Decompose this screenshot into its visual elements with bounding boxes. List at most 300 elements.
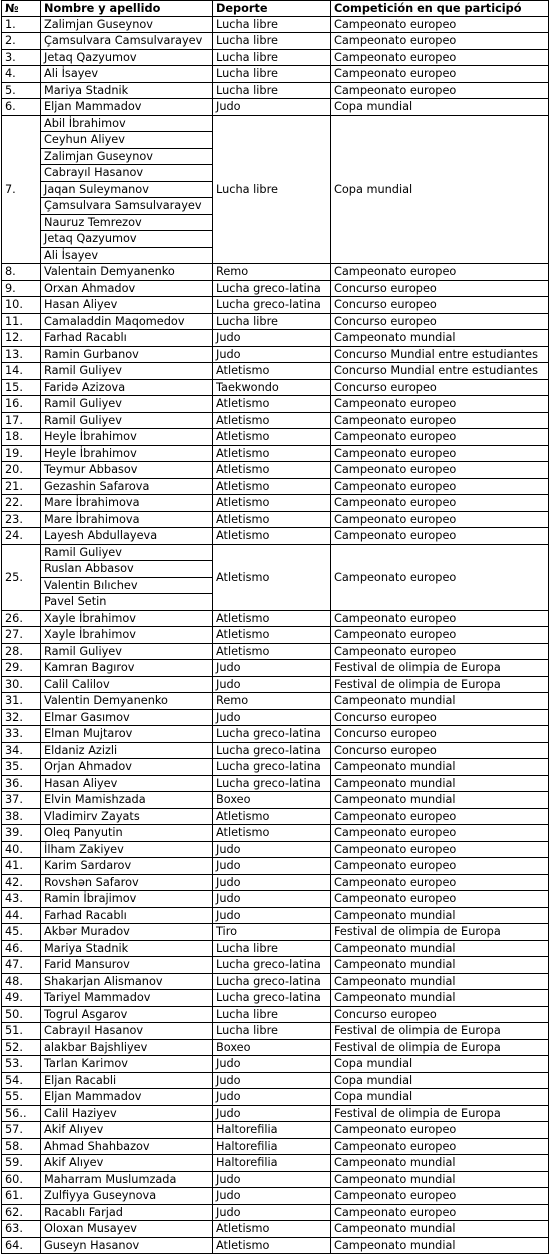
table-row bbox=[2, 429, 549, 446]
athlete-name: Valentin Demyanenko bbox=[41, 693, 213, 710]
sport: Atletismo bbox=[213, 1237, 331, 1254]
sport: Atletismo bbox=[213, 462, 331, 479]
table-row bbox=[2, 330, 549, 347]
sport: Judo bbox=[213, 874, 331, 891]
athlete-name: Akif Alıyev bbox=[41, 1122, 213, 1139]
table-row bbox=[2, 1122, 549, 1139]
competition: Campeonato europeo bbox=[331, 891, 549, 908]
competition: Festival de olimpia de Europa bbox=[331, 924, 549, 941]
sport: Haltorefilia bbox=[213, 1122, 331, 1139]
row-number: 57. bbox=[2, 1122, 41, 1139]
athlete-name: Xayle İbrahimov bbox=[41, 627, 213, 644]
row-number: 22. bbox=[2, 495, 41, 512]
competition: Campeonato mundial bbox=[331, 1171, 549, 1188]
competition: Campeonato europeo bbox=[331, 841, 549, 858]
table-row bbox=[2, 1188, 549, 1205]
sport: Lucha greco-latina bbox=[213, 280, 331, 297]
row-number: 42. bbox=[2, 874, 41, 891]
row-number: 4. bbox=[2, 66, 41, 83]
table-row bbox=[2, 115, 549, 132]
table-row bbox=[2, 726, 549, 743]
row-number: 28. bbox=[2, 643, 41, 660]
competition: Festival de olimpia de Europa bbox=[331, 1105, 549, 1122]
table-row bbox=[2, 1237, 549, 1254]
athlete-name: Guseyn Hasanov bbox=[41, 1237, 213, 1254]
sport: Boxeo bbox=[213, 792, 331, 809]
athlete-name: Orjan Ahmadov bbox=[41, 759, 213, 776]
sport: Lucha libre bbox=[213, 313, 331, 330]
sport: Judo bbox=[213, 1188, 331, 1205]
athlete-name: Karim Sardarov bbox=[41, 858, 213, 875]
sport: Remo bbox=[213, 264, 331, 281]
competition: Campeonato europeo bbox=[331, 511, 549, 528]
athlete-name: Tariyel Mammadov bbox=[41, 990, 213, 1007]
sport: Lucha greco-latina bbox=[213, 726, 331, 743]
table-row bbox=[2, 49, 549, 66]
sport: Taekwondo bbox=[213, 379, 331, 396]
athlete-name: İlham Zakiyev bbox=[41, 841, 213, 858]
athlete-name: Valentain Demyanenko bbox=[41, 264, 213, 281]
athlete-name: Ramil Guliyev bbox=[41, 643, 213, 660]
row-number: 30. bbox=[2, 676, 41, 693]
competition: Campeonato mundial bbox=[331, 792, 549, 809]
athlete-name: Ramil Guliyev bbox=[41, 396, 213, 413]
row-number: 63. bbox=[2, 1221, 41, 1238]
competition: Campeonato europeo bbox=[331, 49, 549, 66]
row-number: 33. bbox=[2, 726, 41, 743]
athlete-name: Akif Alıyev bbox=[41, 1155, 213, 1172]
sport: Judo bbox=[213, 891, 331, 908]
athlete-name: Faridə Azizova bbox=[41, 379, 213, 396]
table-row bbox=[2, 412, 549, 429]
athlete-name: Oloxan Musayev bbox=[41, 1221, 213, 1238]
competition: Festival de olimpia de Europa bbox=[331, 1039, 549, 1056]
sport: Remo bbox=[213, 693, 331, 710]
athlete-name: Ramil Guliyev bbox=[41, 363, 213, 380]
table-row bbox=[2, 313, 549, 330]
table-row bbox=[2, 1204, 549, 1221]
sport: Lucha libre bbox=[213, 33, 331, 50]
athlete-name: Heyle İbrahimov bbox=[41, 429, 213, 446]
sport: Lucha libre bbox=[213, 66, 331, 83]
competition: Copa mundial bbox=[331, 1072, 549, 1089]
table-row bbox=[2, 709, 549, 726]
table-row bbox=[2, 363, 549, 380]
sport: Atletismo bbox=[213, 495, 331, 512]
table-row bbox=[2, 297, 549, 314]
table-row bbox=[2, 1089, 549, 1106]
sport: Judo bbox=[213, 1072, 331, 1089]
sport: Judo bbox=[213, 660, 331, 677]
table-row bbox=[2, 280, 549, 297]
competition: Campeonato europeo bbox=[331, 528, 549, 545]
sport: Judo bbox=[213, 858, 331, 875]
table-row bbox=[2, 544, 549, 561]
sport: Judo bbox=[213, 1056, 331, 1073]
row-number: 38. bbox=[2, 808, 41, 825]
competition: Concurso Mundial entre estudiantes bbox=[331, 346, 549, 363]
athlete-name: Togrul Asgarov bbox=[41, 1006, 213, 1023]
row-number: 29. bbox=[2, 660, 41, 677]
athlete-name: Oleq Panyutin bbox=[41, 825, 213, 842]
athlete-name: Cabrayıl Hasanov bbox=[41, 1023, 213, 1040]
row-number: 8. bbox=[2, 264, 41, 281]
table-row bbox=[2, 693, 549, 710]
header-name: Nombre y apellido bbox=[41, 1, 213, 17]
row-number: 60. bbox=[2, 1171, 41, 1188]
competition: Campeonato mundial bbox=[331, 990, 549, 1007]
athlete-name: Elmar Gasımov bbox=[41, 709, 213, 726]
row-number: 24. bbox=[2, 528, 41, 545]
sport: Atletismo bbox=[213, 528, 331, 545]
row-number: 43. bbox=[2, 891, 41, 908]
competition: Campeonato europeo bbox=[331, 1122, 549, 1139]
sport: Atletismo bbox=[213, 363, 331, 380]
athlete-name: Shakarjan Alismanov bbox=[41, 973, 213, 990]
athlete-name: Eldaniz Azizli bbox=[41, 742, 213, 759]
sport: Lucha greco-latina bbox=[213, 973, 331, 990]
competition: Campeonato europeo bbox=[331, 858, 549, 875]
table-row bbox=[2, 1155, 549, 1172]
table-row bbox=[2, 924, 549, 941]
table-body bbox=[2, 16, 549, 1254]
table-row bbox=[2, 858, 549, 875]
sport: Lucha libre bbox=[213, 1006, 331, 1023]
athlete-name: Calil Calilov bbox=[41, 676, 213, 693]
sport: Boxeo bbox=[213, 1039, 331, 1056]
sport: Lucha greco-latina bbox=[213, 759, 331, 776]
competition: Campeonato europeo bbox=[331, 412, 549, 429]
athlete-name: Ramil Guliyev bbox=[41, 544, 213, 561]
competition: Campeonato europeo bbox=[331, 66, 549, 83]
sport: Lucha greco-latina bbox=[213, 775, 331, 792]
table-row bbox=[2, 264, 549, 281]
competition: Concurso europeo bbox=[331, 742, 549, 759]
header-number: № bbox=[2, 1, 41, 17]
table-row bbox=[2, 1006, 549, 1023]
row-number: 54. bbox=[2, 1072, 41, 1089]
row-number: 48. bbox=[2, 973, 41, 990]
competition: Campeonato mundial bbox=[331, 1221, 549, 1238]
row-number: 7. bbox=[2, 115, 41, 264]
table-row bbox=[2, 495, 549, 512]
athlete-name: Hasan Aliyev bbox=[41, 297, 213, 314]
athlete-name: Çamsulvara Samsulvarayev bbox=[41, 198, 213, 215]
athlete-name: Eljan Racabli bbox=[41, 1072, 213, 1089]
competition: Campeonato mundial bbox=[331, 940, 549, 957]
competition: Campeonato europeo bbox=[331, 396, 549, 413]
sport: Lucha greco-latina bbox=[213, 742, 331, 759]
sport: Atletismo bbox=[213, 808, 331, 825]
table-row bbox=[2, 627, 549, 644]
athlete-name: Vladimirv Zayats bbox=[41, 808, 213, 825]
competition: Campeonato mundial bbox=[331, 1155, 549, 1172]
competition: Concurso europeo bbox=[331, 1006, 549, 1023]
row-number: 52. bbox=[2, 1039, 41, 1056]
competition: Concurso europeo bbox=[331, 709, 549, 726]
sport: Judo bbox=[213, 907, 331, 924]
table-row bbox=[2, 907, 549, 924]
row-number: 40. bbox=[2, 841, 41, 858]
row-number: 64. bbox=[2, 1237, 41, 1254]
athlete-name: Ali İsayev bbox=[41, 66, 213, 83]
competition: Festival de olimpia de Europa bbox=[331, 660, 549, 677]
athlete-name: Zalimjan Guseynov bbox=[41, 16, 213, 33]
athlete-name: Teymur Abbasov bbox=[41, 462, 213, 479]
sport: Lucha greco-latina bbox=[213, 990, 331, 1007]
row-number: 34. bbox=[2, 742, 41, 759]
sport: Lucha libre bbox=[213, 16, 331, 33]
row-number: 19. bbox=[2, 445, 41, 462]
table-row bbox=[2, 891, 549, 908]
athlete-name: Rovshən Safarov bbox=[41, 874, 213, 891]
competition: Campeonato europeo bbox=[331, 445, 549, 462]
sport: Judo bbox=[213, 1171, 331, 1188]
athletes-table bbox=[1, 0, 549, 1254]
table-row bbox=[2, 16, 549, 33]
row-number: 14. bbox=[2, 363, 41, 380]
athlete-name: Akbər Muradov bbox=[41, 924, 213, 941]
athlete-name: Gezashin Safarova bbox=[41, 478, 213, 495]
row-number: 45. bbox=[2, 924, 41, 941]
competition: Concurso europeo bbox=[331, 297, 549, 314]
competition: Concurso europeo bbox=[331, 313, 549, 330]
sport: Atletismo bbox=[213, 511, 331, 528]
athlete-name: Kamran Bagırov bbox=[41, 660, 213, 677]
athlete-name: Layesh Abdullayeva bbox=[41, 528, 213, 545]
competition: Campeonato europeo bbox=[331, 16, 549, 33]
row-number: 6. bbox=[2, 99, 41, 116]
athlete-name: Nauruz Temrezov bbox=[41, 214, 213, 231]
competition: Copa mundial bbox=[331, 99, 549, 116]
row-number: 46. bbox=[2, 940, 41, 957]
sport: Lucha greco-latina bbox=[213, 957, 331, 974]
sport: Atletismo bbox=[213, 412, 331, 429]
sport: Lucha libre bbox=[213, 1023, 331, 1040]
competition: Campeonato europeo bbox=[331, 478, 549, 495]
athlete-name: Ramin Gurbanov bbox=[41, 346, 213, 363]
table-row bbox=[2, 33, 549, 50]
competition: Campeonato europeo bbox=[331, 825, 549, 842]
competition: Festival de olimpia de Europa bbox=[331, 1023, 549, 1040]
row-number: 49. bbox=[2, 990, 41, 1007]
athlete-name: Maharram Muslumzada bbox=[41, 1171, 213, 1188]
row-number: 16. bbox=[2, 396, 41, 413]
athlete-name: Eljan Mammadov bbox=[41, 1089, 213, 1106]
competition: Concurso europeo bbox=[331, 379, 549, 396]
table-row bbox=[2, 511, 549, 528]
row-number: 47. bbox=[2, 957, 41, 974]
athlete-name: Tarlan Karimov bbox=[41, 1056, 213, 1073]
row-number: 62. bbox=[2, 1204, 41, 1221]
row-number: 44. bbox=[2, 907, 41, 924]
row-number: 23. bbox=[2, 511, 41, 528]
table-row bbox=[2, 957, 549, 974]
athlete-name: Racablı Farjad bbox=[41, 1204, 213, 1221]
competition: Concurso europeo bbox=[331, 280, 549, 297]
table-row bbox=[2, 940, 549, 957]
athlete-name: Mariya Stadnik bbox=[41, 940, 213, 957]
athlete-name: Farid Mansurov bbox=[41, 957, 213, 974]
athlete-name: Orxan Ahmadov bbox=[41, 280, 213, 297]
row-number: 37. bbox=[2, 792, 41, 809]
competition: Concurso europeo bbox=[331, 726, 549, 743]
table-row bbox=[2, 841, 549, 858]
sport: Atletismo bbox=[213, 396, 331, 413]
competition: Campeonato europeo bbox=[331, 264, 549, 281]
sport: Judo bbox=[213, 841, 331, 858]
sport: Atletismo bbox=[213, 544, 331, 610]
competition: Copa mundial bbox=[331, 1089, 549, 1106]
athlete-name: Ramil Guliyev bbox=[41, 412, 213, 429]
competition: Campeonato europeo bbox=[331, 1204, 549, 1221]
athlete-name: Ali İsayev bbox=[41, 247, 213, 264]
sport: Judo bbox=[213, 709, 331, 726]
sport: Atletismo bbox=[213, 610, 331, 627]
table-row bbox=[2, 1171, 549, 1188]
sport: Judo bbox=[213, 1089, 331, 1106]
header-row bbox=[2, 1, 549, 17]
sport: Judo bbox=[213, 1204, 331, 1221]
athlete-name: Eljan Mammadov bbox=[41, 99, 213, 116]
competition: Campeonato europeo bbox=[331, 429, 549, 446]
table-row bbox=[2, 1039, 549, 1056]
row-number: 39. bbox=[2, 825, 41, 842]
competition: Concurso Mundial entre estudiantes bbox=[331, 363, 549, 380]
row-number: 12. bbox=[2, 330, 41, 347]
sport: Haltorefilia bbox=[213, 1155, 331, 1172]
table-row bbox=[2, 792, 549, 809]
athlete-name: Xayle İbrahimov bbox=[41, 610, 213, 627]
competition: Campeonato europeo bbox=[331, 874, 549, 891]
table-row bbox=[2, 379, 549, 396]
athlete-name: Valentin Bılıchev bbox=[41, 577, 213, 594]
competition: Copa mundial bbox=[331, 115, 549, 264]
competition: Campeonato europeo bbox=[331, 610, 549, 627]
competition: Campeonato europeo bbox=[331, 1188, 549, 1205]
table-row bbox=[2, 445, 549, 462]
sport: Atletismo bbox=[213, 825, 331, 842]
header-sport: Deporte bbox=[213, 1, 331, 17]
row-number: 13. bbox=[2, 346, 41, 363]
competition: Campeonato mundial bbox=[331, 907, 549, 924]
table-row bbox=[2, 1105, 549, 1122]
table-row bbox=[2, 990, 549, 1007]
sport: Atletismo bbox=[213, 1221, 331, 1238]
table-row bbox=[2, 660, 549, 677]
table-row bbox=[2, 643, 549, 660]
row-number: 58. bbox=[2, 1138, 41, 1155]
table-row bbox=[2, 1056, 549, 1073]
athlete-name: Jaqan Suleymanov bbox=[41, 181, 213, 198]
table-row bbox=[2, 742, 549, 759]
row-number: 3. bbox=[2, 49, 41, 66]
table-row bbox=[2, 82, 549, 99]
table-row bbox=[2, 396, 549, 413]
row-number: 15. bbox=[2, 379, 41, 396]
athlete-name: Heyle İbrahimov bbox=[41, 445, 213, 462]
sport: Judo bbox=[213, 1105, 331, 1122]
athlete-name: Mare İbrahimova bbox=[41, 495, 213, 512]
competition: Campeonato europeo bbox=[331, 544, 549, 610]
competition: Campeonato mundial bbox=[331, 759, 549, 776]
athlete-name: Jetaq Qazyumov bbox=[41, 231, 213, 248]
athlete-name: Elman Mujtarov bbox=[41, 726, 213, 743]
athlete-name: Camaladdin Maqomedov bbox=[41, 313, 213, 330]
row-number: 36. bbox=[2, 775, 41, 792]
sport: Judo bbox=[213, 676, 331, 693]
competition: Copa mundial bbox=[331, 1056, 549, 1073]
row-number: 27. bbox=[2, 627, 41, 644]
competition: Campeonato mundial bbox=[331, 693, 549, 710]
sport: Atletismo bbox=[213, 445, 331, 462]
competition: Campeonato mundial bbox=[331, 775, 549, 792]
athlete-name: Zulfiyya Guseynova bbox=[41, 1188, 213, 1205]
table-row bbox=[2, 759, 549, 776]
competition: Campeonato europeo bbox=[331, 33, 549, 50]
competition: Campeonato europeo bbox=[331, 627, 549, 644]
competition: Festival de olimpia de Europa bbox=[331, 676, 549, 693]
athlete-name: Farhad Racablı bbox=[41, 907, 213, 924]
table-row bbox=[2, 874, 549, 891]
athlete-name: Elvin Mamishzada bbox=[41, 792, 213, 809]
competition: Campeonato mundial bbox=[331, 957, 549, 974]
athlete-name: Abil İbrahimov bbox=[41, 115, 213, 132]
athlete-name: Jetaq Qazyumov bbox=[41, 49, 213, 66]
sport: Atletismo bbox=[213, 478, 331, 495]
sport: Lucha greco-latina bbox=[213, 297, 331, 314]
competition: Campeonato mundial bbox=[331, 973, 549, 990]
table-row bbox=[2, 1138, 549, 1155]
sport: Atletismo bbox=[213, 429, 331, 446]
row-number: 56.. bbox=[2, 1105, 41, 1122]
row-number: 31. bbox=[2, 693, 41, 710]
row-number: 21. bbox=[2, 478, 41, 495]
row-number: 26. bbox=[2, 610, 41, 627]
row-number: 18. bbox=[2, 429, 41, 446]
sport: Haltorefilia bbox=[213, 1138, 331, 1155]
competition: Campeonato europeo bbox=[331, 643, 549, 660]
competition: Campeonato europeo bbox=[331, 82, 549, 99]
sport: Atletismo bbox=[213, 643, 331, 660]
sport: Judo bbox=[213, 99, 331, 116]
competition: Campeonato mundial bbox=[331, 330, 549, 347]
row-number: 25. bbox=[2, 544, 41, 610]
table-row bbox=[2, 676, 549, 693]
athlete-name: Ceyhun Aliyev bbox=[41, 132, 213, 149]
table-row bbox=[2, 462, 549, 479]
athlete-name: Ruslan Abbasov bbox=[41, 561, 213, 578]
header-competition: Competición en que participó bbox=[331, 1, 549, 17]
row-number: 11. bbox=[2, 313, 41, 330]
row-number: 61. bbox=[2, 1188, 41, 1205]
table-row bbox=[2, 825, 549, 842]
athlete-name: Farhad Racablı bbox=[41, 330, 213, 347]
athlete-name: Calil Haziyev bbox=[41, 1105, 213, 1122]
sport: Tiro bbox=[213, 924, 331, 941]
sport: Judo bbox=[213, 346, 331, 363]
athlete-name: Mariya Stadnik bbox=[41, 82, 213, 99]
competition: Campeonato europeo bbox=[331, 808, 549, 825]
competition: Campeonato mundial bbox=[331, 1237, 549, 1254]
sport: Lucha libre bbox=[213, 115, 331, 264]
row-number: 51. bbox=[2, 1023, 41, 1040]
table-row bbox=[2, 1072, 549, 1089]
athlete-name: Mare İbrahimova bbox=[41, 511, 213, 528]
row-number: 20. bbox=[2, 462, 41, 479]
table-row bbox=[2, 99, 549, 116]
row-number: 1. bbox=[2, 16, 41, 33]
